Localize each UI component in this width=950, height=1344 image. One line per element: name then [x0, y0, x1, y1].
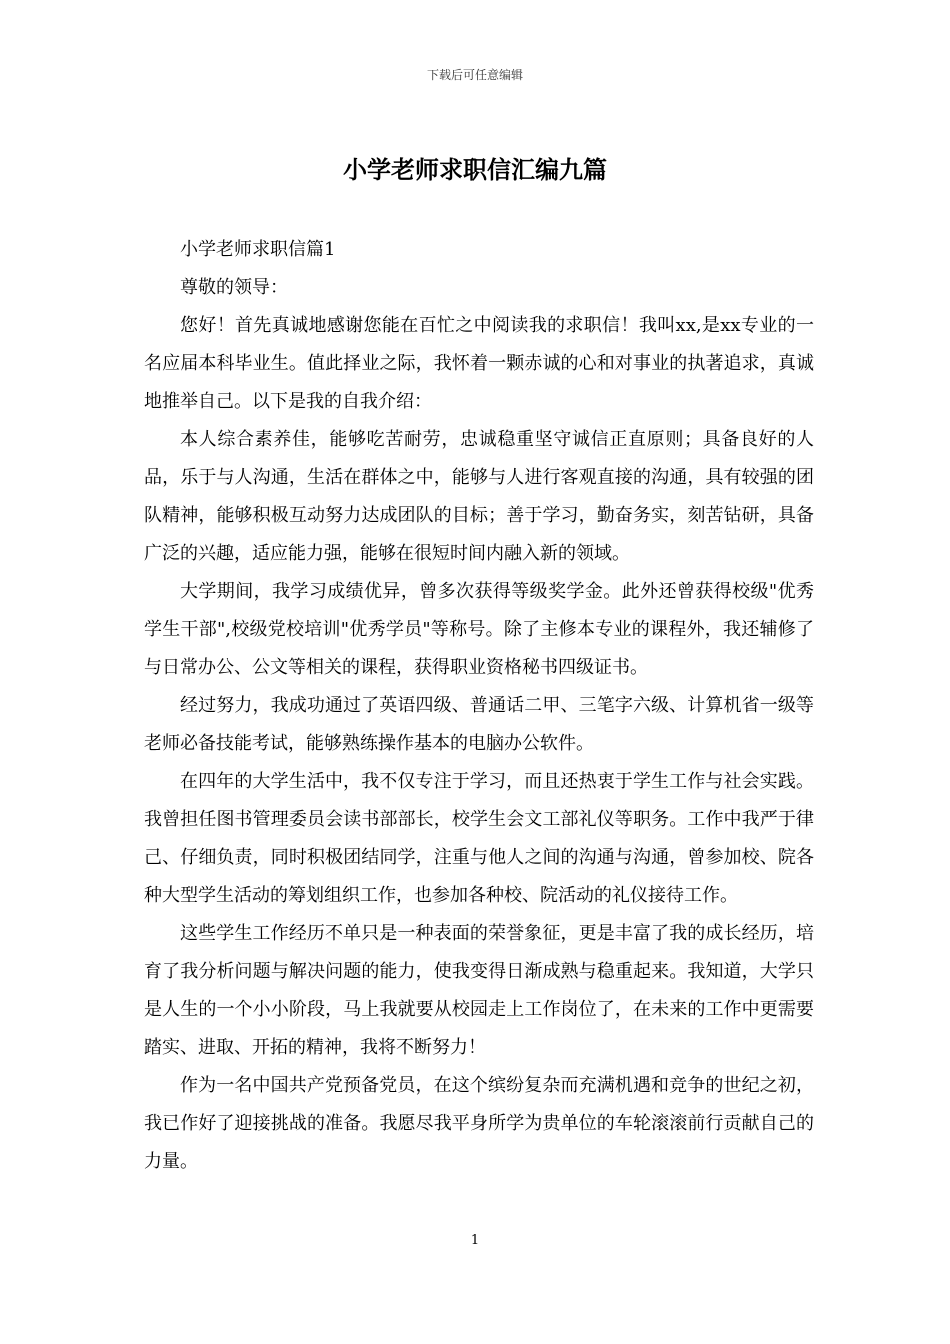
salutation: 尊敬的领导： — [180, 277, 288, 298]
body-paragraph: 在四年的大学生活中，我不仅专注于学习，而且还热衷于学生工作与社会实践。我曾担任图书管理委员会读书部部长，校学生会文工部礼仪等职务。工作中我严于律己、仔细负责，同时积极团结同学，注重与他人之间的沟通与沟通，曾参加校、院各种大型学生活动的筹划组织工作，也参加各种校、院活动的礼仪接待工作。 — [144, 771, 814, 906]
body-paragraph: 经过努力，我成功通过了英语四级、普通话二甲、三笔字六级、计算机省一级等老师必备技能考试，能够熟练操作基本的电脑办公软件。 — [144, 695, 814, 754]
body-paragraph: 大学期间，我学习成绩优异，曾多次获得等级奖学金。此外还曾获得校级"优秀学生干部",校级党校培训"优秀学员"等称号。除了主修本专业的课程外，我还辅修了与日常办公、公文等相关的课程，获得职业资格秘书四级证书。 — [144, 581, 814, 678]
body-paragraph: 您好！首先真诚地感谢您能在百忙之中阅读我的求职信！我叫xx,是xx专业的一名应届本科毕业生。值此择业之际，我怀着一颗赤诚的心和对事业的执著追求，真诚地推举自己。以下是我的自我介绍： — [144, 315, 814, 412]
body-paragraph: 作为一名中国共产党预备党员，在这个缤纷复杂而充满机遇和竞争的世纪之初，我已作好了迎接挑战的准备。我愿尽我平身所学为贵单位的车轮滚滚前行贡献自己的力量。 — [144, 1075, 814, 1172]
page-number: 1 — [470, 1233, 480, 1248]
section-heading: 小学老师求职信篇1 — [180, 239, 336, 260]
download-note: 下载后可任意编辑 — [426, 68, 523, 82]
document-body — [144, 231, 814, 1181]
document-title: 小学老师求职信汇编九篇 — [343, 155, 607, 184]
body-paragraph: 本人综合素养佳，能够吃苦耐劳，忠诚稳重坚守诚信正直原则；具备良好的人品，乐于与人沟通，生活在群体之中，能够与人进行客观直接的沟通，具有较强的团队精神，能够积极互动努力达成团队的目标；善于学习，勤奋务实，刻苦钻研，具备广泛的兴趣，适应能力强，能够在很短时间内融入新的领域。 — [144, 429, 814, 564]
body-paragraph: 这些学生工作经历不单只是一种表面的荣誉象征，更是丰富了我的成长经历，培育了我分析问题与解决问题的能力，使我变得日渐成熟与稳重起来。我知道，大学只是人生的一个小小阶段，马上我就要从校园走上工作岗位了，在未来的工作中更需要踏实、进取、开拓的精神，我将不断努力！ — [144, 923, 814, 1058]
